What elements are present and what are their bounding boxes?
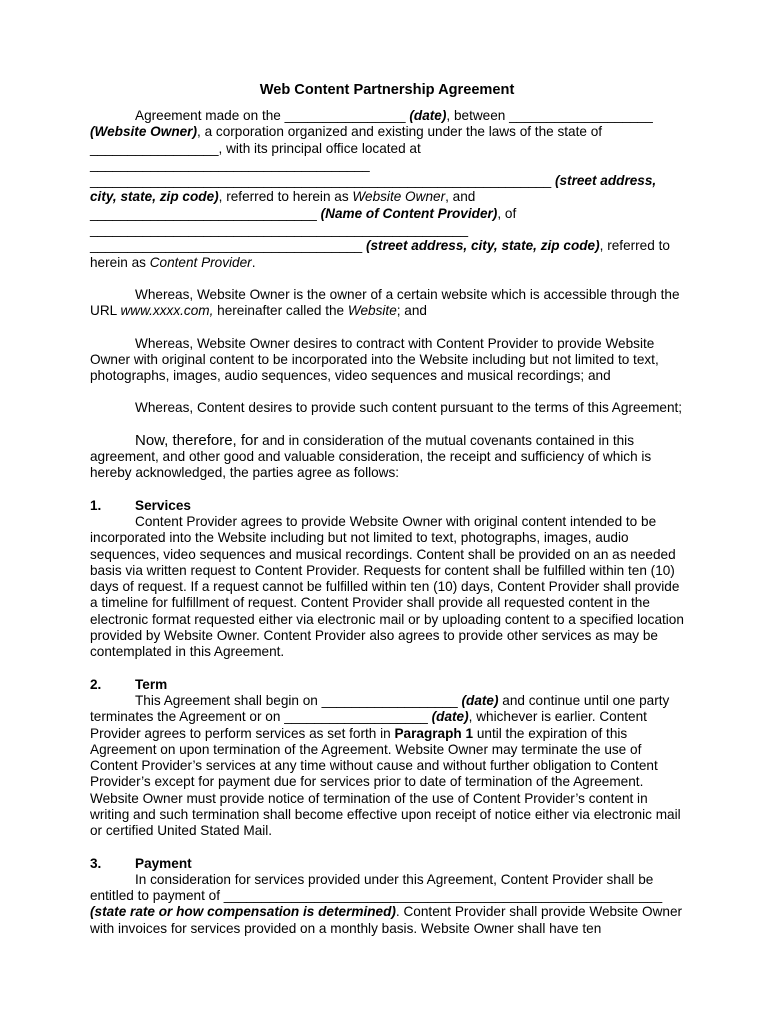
- website-term: Website: [347, 303, 397, 319]
- content-provider-term: Content Provider: [149, 254, 252, 270]
- address-placeholder: (street address, city, state, zip code): [365, 238, 600, 254]
- address-placeholder: (street address, city, state, zip code): [90, 173, 657, 205]
- document-body: [90, 82, 684, 937]
- intro-text: , a corporation organized and existing under the laws of the state of _________________, with its principal office located at _____________________________________ _____________________________________________________________: [90, 124, 603, 189]
- intro-text: .: [251, 254, 256, 270]
- date-placeholder: (date): [431, 709, 469, 725]
- content-provider-name-placeholder: (Name of Content Provider): [320, 205, 498, 221]
- whereas-paragraph-3: Whereas, Content desires to provide such content pursuant to the terms of this Agreement;: [135, 400, 683, 416]
- whereas-paragraph-1: [90, 287, 684, 320]
- whereas-text: ; and: [396, 303, 427, 319]
- website-owner-label: (Website Owner): [90, 124, 198, 140]
- section-title: Services: [135, 497, 191, 513]
- section-text: until the expiration of this Agreement on upon termination of the Agreement. Website Owner may terminate the use of Content Provider’s services at any time without cause and without further obligation to Content Provider’s except for payment due for services prior to date of termination of the Agreement. Website Owner must provide notice of termination of the use of Content Provider’s content in writing and such termination shall become effective upon receipt of notice either via electronic mail or certified United Stated Mail.: [90, 725, 681, 839]
- section-1-body: Content Provider agrees to provide Website Owner with original content intended to be incorporated into the Website including but not limited to text, photographs, images, audio sequences, video sequences and musical recordings. Content shall be provided on an as needed basis via written request to Content Provider. Requests for content shall be fulfilled within ten (10) days of request. If a request cannot be fulfilled within ten (10) days, Content Provider shall provide a timeline for fulfillment of request. Content Provider shall provide all requested content in the electronic format requested either via electronic mail or by uploading content to a specified location provided by Website Owner. Content Provider also agrees to provide other services as may be contemplated in this Agreement.: [90, 513, 684, 660]
- section-3-body: [90, 872, 684, 937]
- section-2-heading: [90, 677, 684, 693]
- now-therefore-paragraph: [90, 433, 684, 482]
- section-title: Payment: [135, 855, 192, 871]
- intro-text: , and ______________________________: [90, 189, 476, 221]
- date-placeholder: (date): [409, 108, 447, 123]
- intro-text: , referred to herein as: [90, 238, 670, 270]
- whereas-text: hereinafter called the: [213, 303, 348, 319]
- website-url: www.xxxx.com,: [120, 303, 214, 319]
- document-title: Web Content Partnership Agreement: [259, 82, 515, 98]
- section-text: . Content Provider shall provide Website Owner with invoices for services provided on a monthly basis. Website Owner shall have ten: [90, 904, 683, 936]
- section-number: 2.: [90, 676, 102, 692]
- section-2-body: [90, 693, 684, 840]
- date-placeholder: (date): [461, 692, 499, 708]
- whereas-text: Whereas, Website Owner is the owner of a certain website which is accessible through the URL: [90, 286, 680, 319]
- intro-text: , of __________________________________________________ ____________________________________: [90, 205, 517, 254]
- now-therefore-text: and in consideration of the mutual covenants contained in this agreement, and other good and valuable consideration, the receipt and sufficiency of which is hereby acknowledged, the parties agree as follows:: [90, 432, 652, 481]
- now-therefore-lead: Now, therefore, for: [135, 431, 259, 449]
- section-3-heading: [90, 856, 684, 872]
- paragraph-reference: Paragraph 1: [394, 725, 474, 741]
- section-number: 3.: [90, 855, 102, 871]
- section-text: and continue until one party terminates the Agreement or on ___________________: [90, 692, 670, 725]
- intro-text: Agreement made on the ________________: [135, 108, 410, 123]
- whereas-paragraph-2: Whereas, Website Owner desires to contract with Content Provider to provide Website Owner with original content to be incorporated into the Website including but not limited to text, photographs, images, audio sequences, video sequences and musical recordings; and: [90, 335, 659, 384]
- section-text: This Agreement shall begin on __________________: [135, 692, 462, 708]
- section-title: Term: [135, 676, 168, 692]
- section-text: In consideration for services provided under this Agreement, Content Provider shall be entitled to payment of __________________________________________________________: [90, 871, 663, 904]
- section-text: , whichever is earlier. Content Provider agrees to perform services as set forth in: [90, 709, 647, 741]
- section-number: 1.: [90, 497, 102, 513]
- section-1-heading: [90, 498, 684, 514]
- website-owner-term: Website Owner: [352, 189, 446, 205]
- compensation-placeholder: (state rate or how compensation is determined): [90, 904, 396, 920]
- intro-paragraph: [90, 108, 684, 271]
- intro-text: , between ___________________: [446, 108, 653, 123]
- intro-text: , referred to herein as: [218, 189, 353, 205]
